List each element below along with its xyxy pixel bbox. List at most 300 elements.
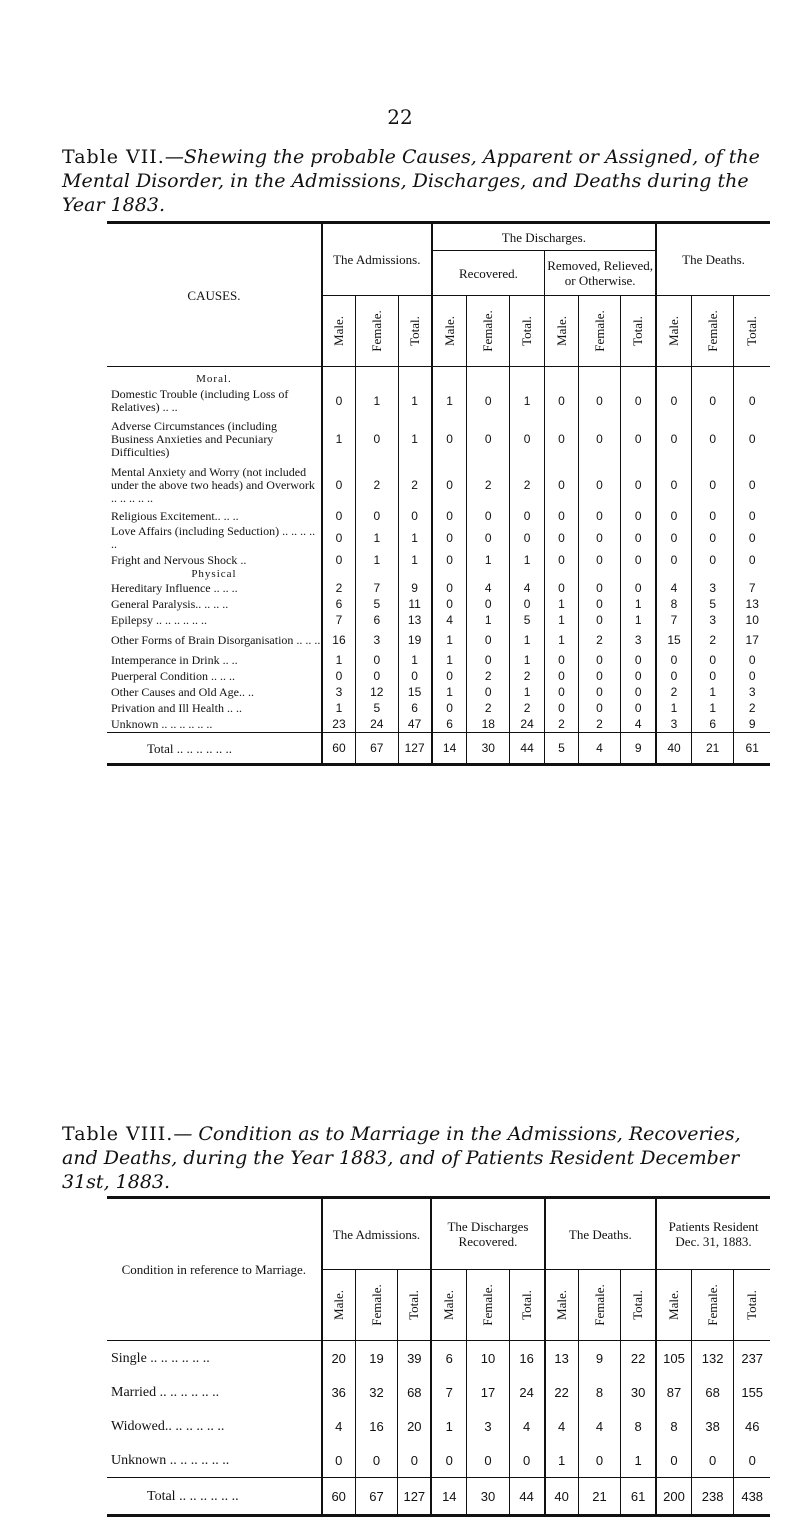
- table-cell: 1: [545, 596, 579, 612]
- col-male: Male.: [322, 296, 356, 367]
- total-label: Total .. .. .. .. .. ..: [107, 1478, 322, 1516]
- total-cell: 30: [467, 1478, 510, 1516]
- table-cell: 7: [356, 580, 399, 596]
- total-cell: 9: [621, 733, 656, 765]
- table-cell: 4: [509, 1409, 544, 1443]
- total-cell: 4: [578, 733, 621, 765]
- deaths-header: The Deaths.: [545, 1198, 656, 1270]
- table-cell: 0: [734, 508, 770, 524]
- table-cell: 0: [621, 386, 656, 416]
- table-cell: 1: [356, 386, 399, 416]
- cause-label: Privation and Ill Health .. ..: [111, 700, 242, 715]
- table-cell: 0: [356, 508, 399, 524]
- table7-body: [107, 386, 770, 733]
- table-cell: 0: [621, 552, 656, 568]
- table-cell: 0: [545, 524, 579, 552]
- table-cell: 1: [621, 596, 656, 612]
- table-cell: 1: [398, 416, 432, 462]
- table-cell: 0: [432, 668, 467, 684]
- table-cell: 0: [691, 386, 734, 416]
- table-cell: 0: [322, 462, 356, 508]
- table-cell: 105: [656, 1341, 691, 1376]
- cause-label: Other Causes and Old Age.. ..: [111, 684, 254, 699]
- table-cell: 0: [578, 596, 621, 612]
- table-cell: 0: [467, 684, 510, 700]
- table-cell: 0: [656, 386, 691, 416]
- table-cell: 3: [621, 628, 656, 652]
- table-cell: 6: [432, 716, 467, 733]
- table-cell: 2: [510, 668, 545, 684]
- table-row: [107, 1443, 770, 1478]
- table-cell: 0: [578, 652, 621, 668]
- table-cell: 1: [510, 386, 545, 416]
- col-female: Female.: [578, 1270, 621, 1341]
- table-cell: 0: [467, 652, 510, 668]
- table-cell: 2: [734, 700, 770, 716]
- col-total: Total.: [509, 1270, 544, 1341]
- table-cell: 0: [322, 1443, 356, 1478]
- table-cell: 7: [322, 612, 356, 628]
- table7: [107, 221, 770, 766]
- table-cell: 4: [467, 580, 510, 596]
- table-cell: 0: [510, 416, 545, 462]
- table-cell: 0: [545, 508, 579, 524]
- table7-title-rest: —Shewing the probable Causes, Apparent or Assigned, of the Mental Disorder, in the Admissions, Discharges, and Deaths during the Year 1883.: [62, 146, 760, 216]
- table-cell: 4: [545, 1409, 579, 1443]
- table-cell: 0: [431, 1443, 466, 1478]
- table-cell: 17: [467, 1375, 510, 1409]
- table-cell: 0: [691, 524, 734, 552]
- col-female: Female.: [467, 1270, 510, 1341]
- cause-label: Unknown .. .. .. .. .. ..: [111, 1452, 230, 1468]
- table-cell: 4: [510, 580, 545, 596]
- table-cell: 3: [691, 580, 734, 596]
- table-cell: 0: [545, 416, 579, 462]
- table-cell: 0: [467, 1443, 510, 1478]
- col-male: Male.: [545, 296, 579, 367]
- admissions-header: The Admissions.: [322, 1198, 432, 1270]
- table-cell: 23: [322, 716, 356, 733]
- total-cell: 61: [621, 1478, 656, 1516]
- table-cell: 0: [545, 668, 579, 684]
- total-cell: 14: [432, 733, 467, 765]
- table-cell: 0: [355, 1443, 398, 1478]
- table-cell: 0: [734, 524, 770, 552]
- table-cell: 2: [691, 628, 734, 652]
- cause-label: Fright and Nervous Shock ..: [111, 552, 247, 567]
- total-cell: 127: [398, 733, 432, 765]
- table-cell: 13: [545, 1341, 579, 1376]
- table-cell: 4: [432, 612, 467, 628]
- total-cell: 21: [578, 1478, 621, 1516]
- total-cell: 30: [467, 733, 510, 765]
- col-total: Total.: [398, 1270, 432, 1341]
- table-cell: 13: [734, 596, 770, 612]
- table7-title: [62, 145, 762, 217]
- table-cell: 2: [467, 462, 510, 508]
- total-cell: 14: [431, 1478, 466, 1516]
- total-cell: 200: [656, 1478, 691, 1516]
- table-cell: 0: [578, 684, 621, 700]
- table-cell: 68: [691, 1375, 734, 1409]
- col-male: Male.: [432, 296, 467, 367]
- table-row: [107, 508, 770, 524]
- table-cell: 24: [510, 716, 545, 733]
- total-cell: 40: [656, 733, 691, 765]
- table-row: [107, 580, 770, 596]
- table-cell: 0: [656, 508, 691, 524]
- table-row: [107, 684, 770, 700]
- table-cell: 11: [398, 596, 432, 612]
- table-cell: 32: [355, 1375, 398, 1409]
- table-cell: 6: [691, 716, 734, 733]
- table-cell: 20: [398, 1409, 432, 1443]
- table-cell: 0: [691, 652, 734, 668]
- admissions-header: The Admissions.: [322, 223, 432, 296]
- col-female: Female.: [691, 1270, 734, 1341]
- deaths-header: The Deaths.: [656, 223, 770, 296]
- table8: [107, 1196, 770, 1517]
- total-cell: 438: [734, 1478, 770, 1516]
- table-cell: 4: [322, 1409, 356, 1443]
- table-row: [107, 462, 770, 508]
- total-cell: 61: [734, 733, 770, 765]
- total-cell: 67: [355, 1478, 398, 1516]
- table-cell: 5: [691, 596, 734, 612]
- table-cell: 8: [656, 596, 691, 612]
- table-cell: 3: [356, 628, 399, 652]
- table-cell: 0: [578, 416, 621, 462]
- table-cell: 0: [510, 596, 545, 612]
- cause-label: Other Forms of Brain Disorganisation .. .. ..: [111, 632, 321, 647]
- table-row: [107, 652, 770, 668]
- table-cell: 0: [691, 508, 734, 524]
- table-row: [107, 386, 770, 416]
- table-cell: 0: [578, 524, 621, 552]
- total-cell: 40: [545, 1478, 579, 1516]
- table-cell: 8: [621, 1409, 656, 1443]
- table-cell: 0: [734, 416, 770, 462]
- section-physical: Physical: [191, 568, 237, 580]
- table-cell: 0: [467, 508, 510, 524]
- table-cell: 0: [467, 386, 510, 416]
- table-cell: 18: [467, 716, 510, 733]
- table-row: [107, 596, 770, 612]
- table-cell: 6: [431, 1341, 466, 1376]
- table-cell: 2: [322, 580, 356, 596]
- table-cell: 9: [734, 716, 770, 733]
- table-cell: 47: [398, 716, 432, 733]
- col-total: Total.: [621, 296, 656, 367]
- table-cell: 24: [356, 716, 399, 733]
- table-row: [107, 700, 770, 716]
- table-row: [107, 416, 770, 462]
- table8-title: [62, 1122, 762, 1194]
- table-cell: 16: [509, 1341, 544, 1376]
- recovered-header: Recovered.: [432, 251, 545, 296]
- table-cell: 0: [656, 552, 691, 568]
- table-cell: 0: [578, 508, 621, 524]
- table-cell: 0: [734, 652, 770, 668]
- table-cell: 0: [322, 668, 356, 684]
- table-row: [107, 1409, 770, 1443]
- col-total: Total.: [734, 1270, 770, 1341]
- table-cell: 0: [656, 462, 691, 508]
- col-male: Male.: [322, 1270, 356, 1341]
- table-cell: 0: [578, 700, 621, 716]
- table-cell: 0: [656, 1443, 691, 1478]
- table-cell: 9: [398, 580, 432, 596]
- table-cell: 0: [656, 652, 691, 668]
- removed-header: Removed, Relieved, or Otherwise.: [545, 251, 656, 296]
- col-female: Female.: [356, 296, 399, 367]
- table-cell: 1: [510, 552, 545, 568]
- table-cell: 0: [398, 1443, 432, 1478]
- table-row: [107, 552, 770, 568]
- table-cell: 2: [510, 462, 545, 508]
- page-number: 22: [387, 105, 413, 129]
- table-cell: 0: [432, 462, 467, 508]
- table-cell: 8: [656, 1409, 691, 1443]
- table-cell: 22: [545, 1375, 579, 1409]
- col-male: Male.: [545, 1270, 579, 1341]
- table-cell: 10: [467, 1341, 510, 1376]
- table-cell: 0: [398, 508, 432, 524]
- table-cell: 16: [355, 1409, 398, 1443]
- table-cell: 87: [656, 1375, 691, 1409]
- table-cell: 19: [398, 628, 432, 652]
- table-cell: 0: [322, 508, 356, 524]
- table-cell: 1: [431, 1409, 466, 1443]
- table-cell: 1: [322, 416, 356, 462]
- total-cell: 67: [356, 733, 399, 765]
- table-cell: 3: [691, 612, 734, 628]
- table-cell: 6: [398, 700, 432, 716]
- table-row: [107, 612, 770, 628]
- table-cell: 1: [398, 552, 432, 568]
- table8-total-row: [107, 1478, 770, 1516]
- total-cell: 60: [322, 733, 356, 765]
- table-cell: 15: [398, 684, 432, 700]
- cause-label: Single .. .. .. .. .. ..: [111, 1350, 210, 1366]
- table-cell: 7: [656, 612, 691, 628]
- table-cell: 0: [578, 1443, 621, 1478]
- table-cell: 5: [356, 700, 399, 716]
- table-cell: 0: [691, 1443, 734, 1478]
- table-cell: 16: [322, 628, 356, 652]
- table-cell: 1: [545, 628, 579, 652]
- cause-label: Domestic Trouble (including Loss of Relatives) .. ..: [111, 387, 289, 414]
- section-moral: Moral.: [196, 372, 232, 385]
- col-male: Male.: [656, 1270, 691, 1341]
- table-cell: 3: [656, 716, 691, 733]
- table-cell: 1: [467, 612, 510, 628]
- total-cell: 44: [510, 733, 545, 765]
- table-cell: 0: [621, 580, 656, 596]
- table-cell: 1: [510, 684, 545, 700]
- table-cell: 8: [578, 1375, 621, 1409]
- table-cell: 1: [510, 652, 545, 668]
- table-cell: 7: [431, 1375, 466, 1409]
- table-cell: 1: [545, 1443, 579, 1478]
- table-cell: 0: [578, 612, 621, 628]
- discharges-header: The Discharges Recovered.: [431, 1198, 544, 1270]
- table-cell: 0: [691, 462, 734, 508]
- total-cell: 21: [691, 733, 734, 765]
- table-cell: 0: [621, 668, 656, 684]
- table-cell: 0: [545, 552, 579, 568]
- table-cell: 0: [578, 668, 621, 684]
- table-cell: 0: [545, 462, 579, 508]
- table-cell: 0: [545, 652, 579, 668]
- table-cell: 0: [734, 668, 770, 684]
- cause-label: Married .. .. .. .. .. ..: [111, 1384, 220, 1400]
- table-cell: 5: [510, 612, 545, 628]
- cause-label: Widowed.. .. .. .. .. ..: [111, 1418, 225, 1434]
- table-cell: 30: [621, 1375, 656, 1409]
- table-cell: 2: [467, 668, 510, 684]
- table-cell: 20: [322, 1341, 356, 1376]
- table-cell: 6: [356, 612, 399, 628]
- cause-label: Hereditary Influence .. .. ..: [111, 580, 238, 595]
- table-cell: 1: [691, 700, 734, 716]
- table-cell: 46: [734, 1409, 770, 1443]
- cause-label: Puerperal Condition .. .. ..: [111, 668, 235, 683]
- table-cell: 1: [510, 628, 545, 652]
- table-cell: 0: [734, 552, 770, 568]
- table-cell: 0: [467, 628, 510, 652]
- col-female: Female.: [467, 296, 510, 367]
- table-cell: 0: [578, 462, 621, 508]
- table-cell: 0: [467, 596, 510, 612]
- col-female: Female.: [578, 296, 621, 367]
- table-cell: 1: [356, 524, 399, 552]
- table-cell: 0: [432, 524, 467, 552]
- table-cell: 4: [578, 1409, 621, 1443]
- col-male: Male.: [431, 1270, 466, 1341]
- table-cell: 0: [621, 700, 656, 716]
- resident-header: Patients Resident Dec. 31, 1883.: [656, 1198, 770, 1270]
- table-row: [107, 524, 770, 552]
- table-cell: 0: [432, 416, 467, 462]
- table-cell: 4: [621, 716, 656, 733]
- table-cell: 0: [621, 416, 656, 462]
- table-cell: 2: [656, 684, 691, 700]
- table-cell: 3: [734, 684, 770, 700]
- table-cell: 1: [398, 652, 432, 668]
- table-row: [107, 1341, 770, 1376]
- table-cell: 2: [545, 716, 579, 733]
- total-cell: 5: [545, 733, 579, 765]
- table-cell: 10: [734, 612, 770, 628]
- table-cell: 68: [398, 1375, 432, 1409]
- table8-title-lead: Table VIII.: [62, 1123, 174, 1145]
- table-cell: 1: [467, 552, 510, 568]
- table-row: [107, 668, 770, 684]
- col-male: Male.: [656, 296, 691, 367]
- table-cell: 155: [734, 1375, 770, 1409]
- cause-label: Mental Anxiety and Worry (not included under the above two heads) and Overwork .. .. .. .. ..: [111, 464, 315, 505]
- table-cell: 0: [656, 416, 691, 462]
- table-cell: 17: [734, 628, 770, 652]
- total-cell: 44: [509, 1478, 544, 1516]
- table-cell: 0: [356, 416, 399, 462]
- table-cell: 22: [621, 1341, 656, 1376]
- table-cell: 0: [621, 508, 656, 524]
- table-cell: 0: [578, 580, 621, 596]
- table7-title-lead: Table VII.: [62, 146, 165, 168]
- table-cell: 5: [356, 596, 399, 612]
- table-cell: 0: [545, 700, 579, 716]
- table-cell: 0: [356, 652, 399, 668]
- table-cell: 24: [509, 1375, 544, 1409]
- col-total: Total.: [734, 296, 770, 367]
- table-cell: 0: [322, 386, 356, 416]
- cause-label: Religious Excitement.. .. ..: [111, 508, 239, 523]
- table-cell: 0: [656, 668, 691, 684]
- cause-label: Love Affairs (including Seduction) .. .. .. .. ..: [111, 524, 316, 551]
- table-cell: 0: [621, 652, 656, 668]
- table-cell: 0: [578, 552, 621, 568]
- total-cell: 238: [691, 1478, 734, 1516]
- table-cell: 0: [621, 684, 656, 700]
- table-cell: 1: [322, 652, 356, 668]
- cause-label: Epilepsy .. .. .. .. .. ..: [111, 612, 207, 627]
- table-cell: 0: [432, 580, 467, 596]
- table-cell: 1: [398, 524, 432, 552]
- table-cell: 0: [510, 524, 545, 552]
- table-cell: 2: [398, 462, 432, 508]
- table-cell: 1: [621, 612, 656, 628]
- table-cell: 2: [578, 716, 621, 733]
- table-cell: 0: [691, 552, 734, 568]
- table-cell: 1: [356, 552, 399, 568]
- cause-label: General Paralysis.. .. .. ..: [111, 596, 229, 611]
- table-cell: 2: [510, 700, 545, 716]
- table-cell: 0: [432, 700, 467, 716]
- table-cell: 1: [691, 684, 734, 700]
- table-cell: 0: [734, 1443, 770, 1478]
- table-cell: 7: [734, 580, 770, 596]
- table-cell: 6: [322, 596, 356, 612]
- table-cell: 3: [467, 1409, 510, 1443]
- table-cell: 1: [432, 628, 467, 652]
- table-cell: 13: [398, 612, 432, 628]
- table-cell: 0: [691, 416, 734, 462]
- table-cell: 0: [734, 386, 770, 416]
- table-cell: 132: [691, 1341, 734, 1376]
- table-cell: 38: [691, 1409, 734, 1443]
- col-total: Total.: [398, 296, 432, 367]
- total-cell: 60: [322, 1478, 356, 1516]
- table7-total-row: [107, 733, 770, 765]
- table-cell: 0: [467, 524, 510, 552]
- table-cell: 2: [467, 700, 510, 716]
- table-cell: 0: [398, 668, 432, 684]
- causes-header: CAUSES.: [107, 223, 322, 367]
- table8-title-rest: — Condition as to Marriage in the Admissions, Recoveries, and Deaths, during the Year 1883, and of Patients Resident December 31st, 1883.: [62, 1123, 741, 1193]
- table-cell: 0: [432, 596, 467, 612]
- table-cell: 19: [355, 1341, 398, 1376]
- discharges-header: The Discharges.: [432, 223, 656, 251]
- table-cell: 0: [734, 462, 770, 508]
- col-total: Total.: [621, 1270, 656, 1341]
- table-cell: 12: [356, 684, 399, 700]
- cause-label: Intemperance in Drink .. ..: [111, 652, 238, 667]
- table-cell: 0: [545, 684, 579, 700]
- table-cell: 0: [356, 668, 399, 684]
- table-cell: 0: [509, 1443, 544, 1478]
